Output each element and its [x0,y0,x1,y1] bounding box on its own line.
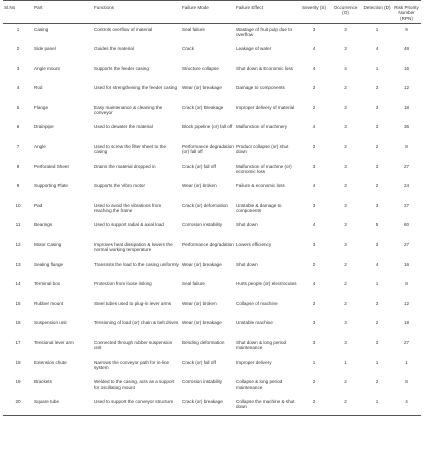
table-row [3,376,421,396]
severity-cell: 3 [312,320,316,326]
detection-cell: 4 [375,261,379,267]
occurrence-cell: 3 [344,320,347,326]
failure-mode-cell: Crack (or) fall off [182,359,216,365]
occurrence-cell: 3 [344,46,347,52]
table-row [3,200,421,220]
rpn-cell: 27 [403,163,410,169]
part-name: Drainpipe [34,124,54,130]
row-number: 8 [16,163,20,169]
row-number: 18 [15,359,21,365]
failure-effect-cell: Shut down [236,261,258,267]
row-number: 7 [16,144,20,150]
failure-effect-cell: Hurts people (or) electrocutes [236,281,297,287]
functions-cell: Protection from loose linking [94,281,152,287]
row-number: 12 [15,242,21,248]
functions-cell: Used to support radial & axial load [94,222,164,228]
failure-effect-cell: Lowers efficiency [236,242,272,248]
occurrence-cell: 2 [344,379,347,385]
severity-cell: 3 [312,27,316,32]
occurrence-cell: 3 [344,222,347,228]
occurrence-cell: 3 [344,163,347,169]
failure-effect-cell: Malfunction of machinery [236,124,288,130]
part-name: Motor Casing [34,242,62,248]
table-row [3,298,421,318]
failure-mode-cell: Bending deformation [182,340,225,345]
table-row [3,239,421,259]
severity-cell: 4 [312,183,316,189]
rpn-cell: 1 [405,359,408,365]
detection-cell: 1 [375,65,379,71]
occurrence-cell: 3 [344,27,347,32]
failure-effect-cell: Leakage of water [236,46,272,52]
functions-cell: Drains the material dropped in [94,163,156,169]
table-row [3,121,421,141]
occurrence-cell: 1 [344,359,347,365]
failure-mode-cell: Crack (or) Breakage [182,104,224,110]
detection-cell: 3 [375,85,379,91]
detection-cell: 3 [375,300,379,306]
row-number: 4 [16,85,20,91]
fmea-table [3,0,421,416]
header-failure-mode: Failure Mode [181,1,235,24]
functions-cell: Used to dewater the material [94,124,153,130]
severity-cell: 2 [312,85,316,91]
part-name: Perforated Sheet [34,163,69,169]
detection-cell: 5 [375,222,379,228]
failure-mode-cell: Corrosion instability [182,222,223,228]
detection-cell: 1 [375,359,379,365]
row-number: 1 [16,27,20,32]
rpn-cell: 8 [405,281,408,287]
detection-cell: 3 [375,202,379,208]
failure-mode-cell: Block pipeline (or) fall off [182,124,233,130]
part-name: Tensional lever arm [34,340,74,345]
row-number: 17 [15,340,21,345]
functions-cell: Guides the material [94,46,134,52]
functions-cell: Controls overflow of material [94,27,153,32]
rpn-cell: 16 [403,261,410,267]
rpn-cell: 48 [403,46,410,52]
rpn-cell: 4 [405,398,408,404]
table-row [3,317,421,337]
occurrence-cell: 3 [344,183,347,189]
severity-cell: 3 [312,242,316,248]
row-number: 6 [16,124,20,130]
row-number: 16 [15,320,21,326]
rpn-cell: 18 [403,104,410,110]
failure-effect-cell: Collapse of machine [236,300,278,306]
detection-cell: 2 [375,144,379,150]
failure-mode-cell: Crack [182,46,194,52]
table-row [3,24,421,44]
part-name: Sealing flange [34,261,64,267]
severity-cell: 3 [312,202,316,208]
part-name: Casing [34,27,49,32]
failure-mode-cell: Performance degradation [182,242,234,248]
header-failure-effect: Failure Effect [235,1,299,24]
failure-effect-cell: Unstable machine [236,320,273,326]
failure-mode-cell: Corrosion instability [182,379,223,385]
failure-effect-cell: Unstable & damage to components [236,202,282,214]
severity-cell: 4 [312,222,316,228]
part-name: Angle [34,144,46,150]
failure-effect-cell: Improper delivery of material [236,104,295,110]
detection-cell: 3 [375,340,379,345]
row-number: 2 [16,46,20,52]
failure-mode-cell: Seal failure [182,281,205,287]
detection-cell: 2 [375,183,379,189]
failure-mode-cell: Crack (or) deformation [182,202,228,208]
row-number: 20 [15,398,21,404]
table-row [3,43,421,63]
failure-effect-cell: Collapse the machine & shut down [236,398,295,410]
detection-cell: 3 [375,124,379,130]
detection-cell: 1 [375,281,379,287]
severity-cell: 3 [312,163,316,169]
table-row [3,219,421,239]
failure-mode-cell: Crack (or) fall off [182,163,216,169]
occurrence-cell: 3 [344,104,347,110]
occurrence-cell: 3 [344,124,347,130]
functions-cell: Used to support the conveyor structure [94,398,174,404]
rpn-cell: 16 [403,65,410,71]
occurrence-cell: 3 [344,202,347,208]
table-row [3,357,421,377]
occurrence-cell: 4 [344,65,347,71]
failure-mode-cell: Wear (or) breakage [182,320,222,326]
severity-cell: 2 [312,398,316,404]
failure-effect-cell: Shut down & long period maintenance [236,340,287,351]
row-number: 11 [15,222,21,228]
part-name: Supporting Plate [34,183,68,189]
functions-cell: Tensioning of load (or) chain & belt drives [94,320,179,326]
functions-cell: Supports the feeder casing [94,65,149,71]
severity-cell: 2 [312,104,316,110]
failure-effect-cell: Wastage of fruit pulp due to overflow [236,27,293,38]
row-number: 10 [15,202,21,208]
rpn-cell: 8 [405,144,408,150]
severity-cell: 2 [312,144,316,150]
row-number: 14 [15,281,21,287]
table-row [3,102,421,122]
failure-effect-cell: Product collapse (or) shut down [236,144,289,155]
row-number: 19 [15,379,21,385]
row-number: 13 [15,261,21,267]
failure-effect-cell: Improper delivery [236,359,272,365]
part-name: Brackets [34,379,52,385]
table-row [3,278,421,298]
failure-mode-cell: Performance degradation (or) fall off [182,144,234,155]
rpn-cell: 36 [403,124,410,130]
detection-cell: 1 [375,398,379,404]
rpn-cell: 27 [403,340,410,345]
part-name: Angle mount [34,65,60,71]
functions-cell: Improves heat dissipation & lowers the normal working temperature [94,242,173,253]
severity-cell: 2 [312,261,316,267]
rpn-cell: 9 [405,27,408,32]
occurrence-cell: 2 [344,261,347,267]
rpn-cell: 27 [403,242,410,248]
functions-cell: Used for strengthening the feeder casing [94,85,177,91]
detection-cell: 4 [375,46,379,52]
detection-cell: 3 [375,104,379,110]
occurrence-cell: 2 [344,300,347,306]
functions-cell: Transmits the load to the casing uniformly [94,261,179,267]
detection-cell: 3 [375,163,379,169]
severity-cell: 4 [312,124,316,130]
row-number: 9 [16,183,20,189]
part-name: Rod [34,85,43,91]
rpn-cell: 24 [403,183,410,189]
rpn-cell: 12 [403,85,410,91]
table-header-row [3,1,421,24]
row-number: 5 [16,104,20,110]
failure-mode-cell: Wear (or) broken [182,183,217,189]
severity-cell: 4 [312,281,316,287]
header-rpn: Risk Priority Number (RPN) [392,1,421,24]
functions-cell: Narrows the conveyor path for in-line system [94,359,170,370]
part-name: Side panel [34,46,56,52]
table-row [3,180,421,200]
part-name: Pad [34,202,43,208]
header-part: Part [33,1,93,24]
part-name: Extension chute [34,359,67,365]
table-row [3,141,421,161]
failure-mode-cell: Structure collapse [182,65,219,71]
table-row [3,259,421,279]
failure-effect-cell: Failure & economic loss [236,183,285,189]
table-row [3,63,421,83]
part-name: Terminal box [34,281,61,287]
failure-effect-cell: Collapse & long period maintenance [236,379,283,390]
header-severity: Severity (S) [299,1,329,24]
header-sl-no: Sl.No [3,1,33,24]
functions-cell: Easy maintenance & cleaning the conveyor [94,104,163,116]
occurrence-cell: 2 [344,281,347,287]
part-name: Suspension unit [34,320,67,326]
severity-cell: 2 [312,379,316,385]
occurrence-cell: 3 [344,242,347,248]
occurrence-cell: 2 [344,144,347,150]
detection-cell: 2 [375,320,379,326]
rpn-cell: 12 [403,300,410,306]
detection-cell: 3 [375,242,379,248]
rpn-cell: 18 [403,320,410,326]
failure-mode-cell: Seal failure [182,27,205,32]
table-row [3,82,421,102]
failure-effect-cell: Damage to components [236,85,285,91]
row-number: 3 [16,65,20,71]
table-row [3,337,421,357]
table-row [3,161,421,181]
rpn-cell: 8 [405,379,408,385]
functions-cell: Used to avoid the vibrations from reaching the frame [94,202,162,214]
severity-cell: 3 [312,340,316,345]
occurrence-cell: 3 [344,340,347,345]
header-functions: Functions [93,1,181,24]
part-name: Square tube [34,398,60,404]
part-name: Flange [34,104,49,110]
failure-effect-cell: Shut down [236,222,258,228]
table-body [3,24,421,416]
part-name: Rubber mount [34,300,64,306]
header-detection: Detection (D) [362,1,392,24]
failure-mode-cell: Wear (or) broken [182,300,217,306]
rpn-cell: 60 [403,222,410,228]
part-name: Bearings [34,222,53,228]
rpn-cell: 27 [403,202,410,208]
functions-cell: Welded to the casing, acts as a support for oscillating mount [94,379,175,390]
table-row [3,396,421,416]
severity-cell: 4 [312,46,316,52]
header-occurrence: Occurrence (O) [329,1,362,24]
functions-cell: Supports the Vibro motor [94,183,145,189]
detection-cell: 2 [375,379,379,385]
occurrence-cell: 2 [344,398,347,404]
functions-cell: Used to screw the filter sheet to the casing [94,144,167,155]
severity-cell: 4 [312,65,316,71]
failure-mode-cell: Wear (or) breakage [182,261,222,267]
severity-cell: 2 [312,300,316,306]
failure-mode-cell: Crack (or) breakage [182,398,223,404]
row-number: 15 [15,300,21,306]
failure-effect-cell: Malfunction of machine (or) economic loss [236,163,292,175]
detection-cell: 1 [375,27,379,32]
functions-cell: Connected through rubber suspension unit [94,340,173,351]
functions-cell: Steel tubes used to plug-in lever arms [94,300,172,306]
severity-cell: 1 [312,359,316,365]
failure-effect-cell: Shut down & Economic loss [236,65,293,71]
occurrence-cell: 2 [344,85,347,91]
failure-mode-cell: Wear (or) breakage [182,85,222,91]
